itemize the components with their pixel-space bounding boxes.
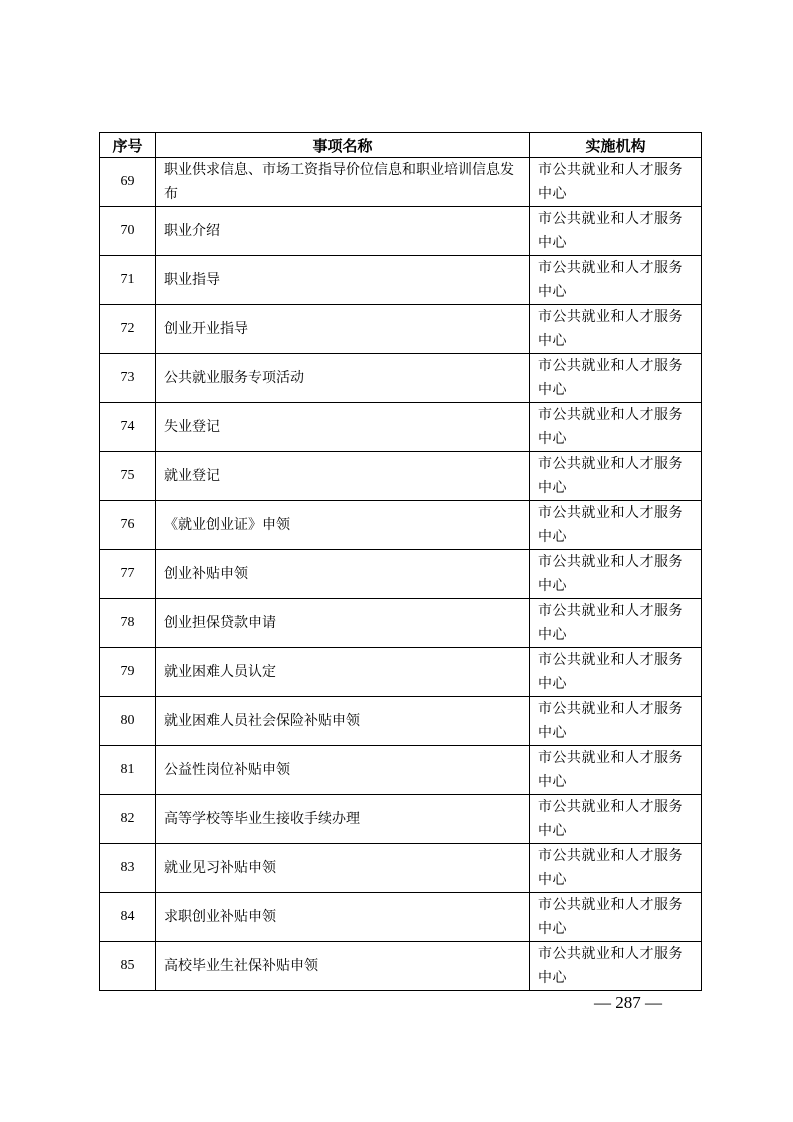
table-row [100,354,702,403]
serial-number-cell: 79 [100,648,156,697]
item-name-cell: 职业介绍 [156,207,530,256]
implementing-agency-cell: 市公共就业和人才服务中心 [530,893,702,942]
implementing-agency-cell: 市公共就业和人才服务中心 [530,697,702,746]
implementing-agency-cell: 市公共就业和人才服务中心 [530,403,702,452]
serial-number-cell: 80 [100,697,156,746]
implementing-agency-cell: 市公共就业和人才服务中心 [530,305,702,354]
table-row [100,893,702,942]
table-row [100,746,702,795]
item-name-cell: 创业开业指导 [156,305,530,354]
item-name-cell: 公共就业服务专项活动 [156,354,530,403]
table-row [100,942,702,991]
table-header-row [100,133,702,158]
item-name-cell: 失业登记 [156,403,530,452]
header-implementing-agency: 实施机构 [530,133,702,158]
table-row [100,158,702,207]
item-name-cell: 就业困难人员社会保险补贴申领 [156,697,530,746]
implementing-agency-cell: 市公共就业和人才服务中心 [530,354,702,403]
serial-number-cell: 83 [100,844,156,893]
serial-number-cell: 81 [100,746,156,795]
serial-number-cell: 77 [100,550,156,599]
item-name-cell: 创业补贴申领 [156,550,530,599]
implementing-agency-cell: 市公共就业和人才服务中心 [530,207,702,256]
table-row [100,452,702,501]
implementing-agency-cell: 市公共就业和人才服务中心 [530,501,702,550]
item-name-cell: 《就业创业证》申领 [156,501,530,550]
serial-number-cell: 78 [100,599,156,648]
serial-number-cell: 73 [100,354,156,403]
serial-number-cell: 71 [100,256,156,305]
serial-number-cell: 76 [100,501,156,550]
table-row [100,403,702,452]
implementing-agency-cell: 市公共就业和人才服务中心 [530,599,702,648]
table-row [100,256,702,305]
table-row [100,599,702,648]
item-name-cell: 高等学校等毕业生接收手续办理 [156,795,530,844]
serial-number-cell: 69 [100,158,156,207]
serial-number-cell: 82 [100,795,156,844]
table-row [100,795,702,844]
implementing-agency-cell: 市公共就业和人才服务中心 [530,256,702,305]
item-name-cell: 就业困难人员认定 [156,648,530,697]
serial-number-cell: 84 [100,893,156,942]
serial-number-cell: 72 [100,305,156,354]
implementing-agency-cell: 市公共就业和人才服务中心 [530,648,702,697]
item-name-cell: 创业担保贷款申请 [156,599,530,648]
service-items-table [99,132,702,991]
table-row [100,207,702,256]
implementing-agency-cell: 市公共就业和人才服务中心 [530,158,702,207]
table-row [100,844,702,893]
implementing-agency-cell: 市公共就业和人才服务中心 [530,452,702,501]
item-name-cell: 职业指导 [156,256,530,305]
table-row [100,550,702,599]
table-row [100,501,702,550]
implementing-agency-cell: 市公共就业和人才服务中心 [530,550,702,599]
implementing-agency-cell: 市公共就业和人才服务中心 [530,746,702,795]
table-row [100,305,702,354]
table-body [100,158,702,991]
serial-number-cell: 74 [100,403,156,452]
table-header [100,133,702,158]
item-name-cell: 求职创业补贴申领 [156,893,530,942]
serial-number-cell: 70 [100,207,156,256]
implementing-agency-cell: 市公共就业和人才服务中心 [530,844,702,893]
header-item-name: 事项名称 [156,133,530,158]
page-number: — 287 — [594,993,662,1012]
implementing-agency-cell: 市公共就业和人才服务中心 [530,942,702,991]
item-name-cell: 职业供求信息、市场工资指导价位信息和职业培训信息发布 [156,158,530,207]
table-row [100,697,702,746]
table-row [100,648,702,697]
header-serial-number: 序号 [100,133,156,158]
item-name-cell: 高校毕业生社保补贴申领 [156,942,530,991]
implementing-agency-cell: 市公共就业和人才服务中心 [530,795,702,844]
serial-number-cell: 75 [100,452,156,501]
item-name-cell: 就业见习补贴申领 [156,844,530,893]
item-name-cell: 就业登记 [156,452,530,501]
item-name-cell: 公益性岗位补贴申领 [156,746,530,795]
serial-number-cell: 85 [100,942,156,991]
